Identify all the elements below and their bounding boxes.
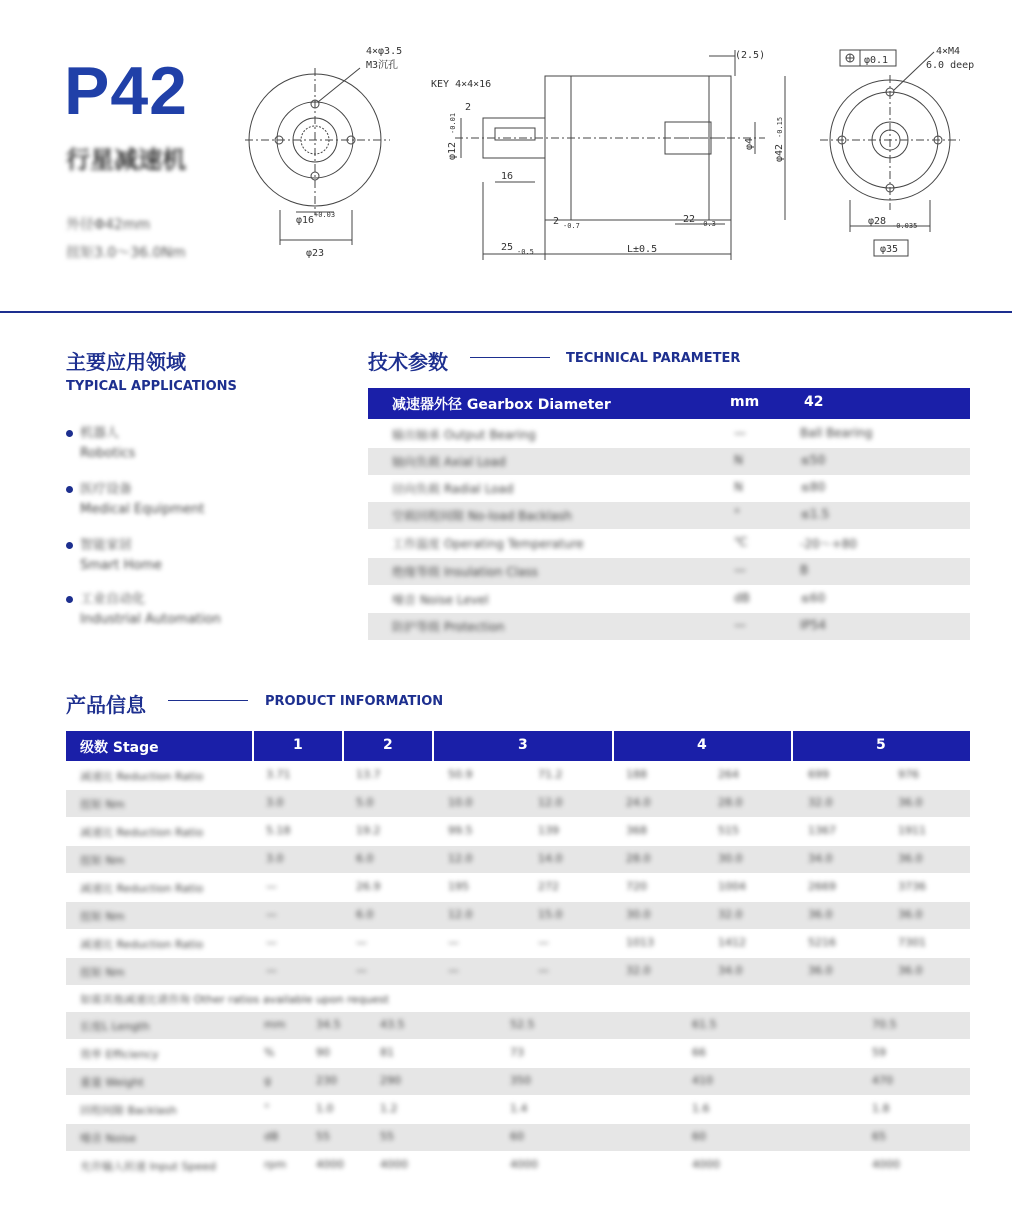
row-cell: 30.0 — [626, 908, 651, 921]
row-cell: 12.0 — [538, 796, 563, 809]
row-label: 扭矩 Nm — [80, 854, 125, 867]
application-en: Industrial Automation — [80, 612, 221, 627]
row-label: 扭矩 Nm — [80, 910, 125, 923]
tech-params-row — [368, 613, 970, 640]
header-rule — [168, 700, 248, 701]
summary-cell: 52.5 — [510, 1018, 535, 1031]
summary-label: 长度L Length — [80, 1020, 150, 1033]
summary-label: 噪音 Noise — [80, 1132, 137, 1145]
summary-cell: 59 — [872, 1046, 886, 1059]
header-stage: 3 — [518, 737, 528, 753]
param-unit: ° — [734, 507, 740, 521]
application-item — [66, 424, 296, 464]
row-cell: — — [266, 936, 277, 949]
row-cell: 36.0 — [808, 908, 833, 921]
row-cell: 15.0 — [538, 908, 563, 921]
product-info-row — [66, 762, 970, 789]
tech-params-title-en: TECHNICAL PARAMETER — [566, 351, 741, 366]
row-cell: 12.0 — [448, 908, 473, 921]
row-cell: 6.0 — [356, 852, 374, 865]
row-cell: 36.0 — [898, 796, 923, 809]
model-subtitle: 行星减速机 — [66, 146, 186, 174]
dim-bore: φ16 — [296, 215, 315, 226]
tech-params-row — [368, 502, 970, 529]
param-value: ≤60 — [800, 591, 826, 605]
applications-title-en: TYPICAL APPLICATIONS — [66, 379, 237, 394]
spec-line-2: 扭矩3.0～36.0Nm — [66, 245, 186, 261]
row-cell: — — [448, 964, 459, 977]
row-cell: — — [266, 880, 277, 893]
summary-cell: 60 — [692, 1130, 706, 1143]
dim-body-tol: -0.15 — [776, 116, 784, 138]
product-info-row — [66, 958, 970, 985]
dim-length: L±0.5 — [627, 244, 658, 255]
summary-row — [66, 1040, 970, 1067]
summary-label: 重量 Weight — [80, 1076, 144, 1089]
summary-row — [66, 1152, 970, 1179]
header-label: 减速器外径 Gearbox Diameter — [392, 397, 611, 413]
param-value: ≤80 — [800, 480, 826, 494]
dim-bore-tol: +0.03 — [314, 211, 336, 219]
row-label: 减速比 Reduction Ratio — [80, 938, 204, 951]
product-info-row — [66, 930, 970, 957]
bullet-icon — [66, 542, 73, 549]
dim-offset: (2.5) — [735, 50, 766, 61]
header-stage: 2 — [383, 737, 393, 753]
summary-cell: 73 — [510, 1046, 524, 1059]
param-label: 输出轴承 Output Bearing — [392, 428, 536, 442]
header-separator — [612, 731, 614, 761]
row-cell: 36.0 — [898, 852, 923, 865]
tech-params-row — [368, 448, 970, 475]
row-cell: 368 — [626, 824, 647, 837]
dim-shaft-tol: -0.01 — [449, 112, 457, 134]
hole-spec-2: M3沉孔 — [366, 60, 399, 71]
application-item — [66, 480, 296, 520]
dim-pcd-right: φ35 — [880, 244, 899, 255]
summary-cell: mm — [264, 1018, 286, 1031]
side-view-drawing — [425, 42, 800, 267]
summary-cell: 81 — [380, 1046, 394, 1059]
summary-cell: 61.5 — [692, 1018, 717, 1031]
header-stage: 5 — [876, 737, 886, 753]
summary-cell: % — [264, 1046, 275, 1059]
row-label: 减速比 Reduction Ratio — [80, 826, 204, 839]
summary-cell: ° — [264, 1102, 270, 1115]
application-cn: 医疗设备 — [80, 482, 133, 497]
product-info-row — [66, 790, 970, 817]
dim-pilot: φ28 — [868, 216, 887, 227]
row-label: 扭矩 Nm — [80, 966, 125, 979]
tech-params-header — [368, 388, 970, 419]
row-cell: — — [538, 964, 549, 977]
tech-params-row — [368, 586, 970, 613]
summary-cell: 350 — [510, 1074, 531, 1087]
header-value: 42 — [804, 394, 824, 410]
header-stage-label: 级数 Stage — [80, 740, 159, 756]
dim-motor-len: 22 — [683, 214, 696, 225]
summary-cell: 4000 — [872, 1158, 900, 1171]
row-cell: 71.2 — [538, 768, 563, 781]
summary-cell: 70.5 — [872, 1018, 897, 1031]
row-cell: 1004 — [718, 880, 746, 893]
summary-cell: 43.5 — [380, 1018, 405, 1031]
summary-cell: 55 — [380, 1130, 394, 1143]
param-label: 轴向负载 Axial Load — [392, 455, 506, 469]
param-label: 空载回程间隙 No-load Backlash — [392, 509, 572, 523]
row-cell: 195 — [448, 880, 469, 893]
product-info-row — [66, 818, 970, 845]
row-cell: 10.0 — [448, 796, 473, 809]
param-label: 噪音 Noise Level — [392, 593, 489, 607]
summary-cell: 1.6 — [692, 1102, 710, 1115]
row-cell: 272 — [538, 880, 559, 893]
dim-shaft-len-tol: -0.5 — [517, 248, 534, 256]
application-item — [66, 590, 296, 630]
header-separator — [342, 731, 344, 761]
row-cell: 699 — [808, 768, 829, 781]
row-cell: 26.9 — [356, 880, 381, 893]
param-value: IP54 — [800, 618, 827, 632]
param-value: ≤50 — [800, 453, 826, 467]
dim-input: φ4 — [744, 137, 755, 150]
spec-line-1: 外径Φ42mm — [66, 217, 151, 233]
dim-key-len: 16 — [501, 171, 514, 182]
row-cell: 3.71 — [266, 768, 291, 781]
row-cell: 1013 — [626, 936, 654, 949]
summary-row — [66, 1012, 970, 1039]
param-label: 绝缘等级 Insulation Class — [392, 565, 538, 579]
summary-cell: 230 — [316, 1074, 337, 1087]
application-cn: 工业自动化 — [80, 592, 146, 607]
row-cell: — — [356, 936, 367, 949]
row-cell: 13.7 — [356, 768, 381, 781]
summary-row — [66, 1068, 970, 1095]
row-cell: 28.0 — [718, 796, 743, 809]
row-cell: 188 — [626, 768, 647, 781]
param-label: 径向负载 Radial Load — [392, 482, 514, 496]
row-cell: 1911 — [898, 824, 926, 837]
summary-cell: 60 — [510, 1130, 524, 1143]
application-en: Robotics — [80, 446, 136, 461]
row-cell: 3.0 — [266, 796, 284, 809]
header-unit: mm — [730, 394, 760, 410]
summary-cell: 1.4 — [510, 1102, 528, 1115]
summary-cell: 4000 — [380, 1158, 408, 1171]
key-spec: KEY 4×4×16 — [431, 79, 492, 90]
row-cell: 6.0 — [356, 908, 374, 921]
row-cell: 1412 — [718, 936, 746, 949]
application-en: Smart Home — [80, 558, 162, 573]
header-stage: 1 — [293, 737, 303, 753]
summary-row — [66, 1124, 970, 1151]
header-rule — [470, 357, 550, 358]
row-cell: — — [266, 908, 277, 921]
bullet-icon — [66, 430, 73, 437]
row-cell: 3.0 — [266, 852, 284, 865]
param-unit: N — [734, 480, 743, 494]
dim-flange: 2 — [553, 216, 560, 227]
summary-cell: 4000 — [316, 1158, 344, 1171]
param-unit: dB — [734, 591, 750, 605]
product-info-row — [66, 874, 970, 901]
row-cell: 2669 — [808, 880, 836, 893]
param-label: 工作温度 Operating Temperature — [392, 537, 584, 551]
row-cell: 5.18 — [266, 824, 291, 837]
param-value: -20～+80 — [800, 537, 857, 551]
bullet-icon — [66, 486, 73, 493]
row-cell: 34.0 — [808, 852, 833, 865]
dim-shaft: φ12 — [447, 141, 458, 160]
summary-cell: 470 — [872, 1074, 893, 1087]
summary-cell: 290 — [380, 1074, 401, 1087]
row-label: 减速比 Reduction Ratio — [80, 770, 204, 783]
applications-title-cn: 主要应用领域 — [66, 350, 186, 374]
summary-cell: 1.2 — [380, 1102, 398, 1115]
summary-cell: 1.8 — [872, 1102, 890, 1115]
product-info-row — [66, 902, 970, 929]
row-cell: 976 — [898, 768, 919, 781]
summary-cell: rpm — [264, 1158, 287, 1171]
summary-cell: 65 — [872, 1130, 886, 1143]
tech-params-title-cn: 技术参数 — [368, 350, 448, 374]
row-cell: 12.0 — [448, 852, 473, 865]
param-unit: — — [734, 426, 746, 440]
dim-shaft-len: 25 — [501, 242, 514, 253]
thread-spec-1: 4×M4 — [936, 46, 961, 57]
application-cn: 智能家居 — [80, 538, 133, 553]
row-cell: 14.0 — [538, 852, 563, 865]
row-cell: 7301 — [898, 936, 926, 949]
param-unit: — — [734, 618, 746, 632]
summary-label: 允许输入转速 Input Speed — [80, 1160, 216, 1173]
application-cn: 机器人 — [80, 426, 120, 441]
header-separator — [791, 731, 793, 761]
param-label: 防护等级 Protection — [392, 620, 505, 634]
dim-pcd-left: φ23 — [306, 248, 325, 259]
param-unit: — — [734, 563, 746, 577]
row-label: 扭矩 Nm — [80, 798, 125, 811]
application-item — [66, 536, 296, 576]
bullet-icon — [66, 596, 73, 603]
row-cell: 3736 — [898, 880, 926, 893]
param-unit: N — [734, 453, 743, 467]
row-cell: 19.2 — [356, 824, 381, 837]
tech-params-row — [368, 558, 970, 585]
thread-spec-2: 6.0 deep — [926, 60, 975, 71]
summary-cell: dB — [264, 1130, 279, 1143]
tech-params-row — [368, 421, 970, 448]
row-cell: — — [448, 936, 459, 949]
rear-view-drawing — [800, 40, 990, 265]
product-info-title-cn: 产品信息 — [66, 693, 146, 717]
header-separator — [432, 731, 434, 761]
summary-cell: 4000 — [510, 1158, 538, 1171]
row-cell: 30.0 — [718, 852, 743, 865]
summary-cell: 34.5 — [316, 1018, 341, 1031]
dim-flange-tol: -0.7 — [563, 222, 580, 230]
application-en: Medical Equipment — [80, 502, 205, 517]
row-cell: — — [356, 964, 367, 977]
row-cell: 515 — [718, 824, 739, 837]
param-value: ≤1.5 — [800, 507, 830, 521]
row-cell: — — [538, 936, 549, 949]
row-cell: 5216 — [808, 936, 836, 949]
dim-pilot-tol: -0.035 — [892, 222, 918, 230]
summary-cell: 410 — [692, 1074, 713, 1087]
summary-cell: 4000 — [692, 1158, 720, 1171]
row-cell: 36.0 — [898, 964, 923, 977]
summary-cell: g — [264, 1074, 271, 1087]
model-title: P42 — [64, 53, 188, 129]
product-info-row — [66, 846, 970, 873]
dim-key-depth: 2 — [465, 102, 472, 113]
summary-label: 效率 Efficiency — [80, 1048, 159, 1061]
row-cell: 24.0 — [626, 796, 651, 809]
summary-row — [66, 1096, 970, 1123]
summary-cell: 1.0 — [316, 1102, 334, 1115]
summary-cell: 90 — [316, 1046, 330, 1059]
row-cell: 34.0 — [718, 964, 743, 977]
section-divider — [0, 311, 1012, 313]
param-unit: ℃ — [734, 535, 748, 549]
row-cell: 32.0 — [808, 796, 833, 809]
product-info-title-en: PRODUCT INFORMATION — [265, 694, 444, 709]
row-cell: 264 — [718, 768, 739, 781]
row-cell: 720 — [626, 880, 647, 893]
row-cell: 36.0 — [898, 908, 923, 921]
dim-motor-len-tol: -0.3 — [699, 220, 716, 228]
row-cell: 36.0 — [808, 964, 833, 977]
hole-spec-1: 4×φ3.5 — [366, 46, 403, 57]
tolerance-box: φ0.1 — [864, 55, 889, 66]
param-value: B — [800, 563, 809, 577]
front-view-drawing — [240, 40, 415, 265]
row-label: 减速比 Reduction Ratio — [80, 882, 204, 895]
product-info-note: 如需其他减速比请咨询 Other ratios available upon request — [80, 993, 389, 1006]
row-cell: 32.0 — [626, 964, 651, 977]
tech-params-row — [368, 475, 970, 502]
row-cell: 50.9 — [448, 768, 473, 781]
product-info-header — [66, 731, 970, 761]
header-stage: 4 — [697, 737, 707, 753]
header-separator — [252, 731, 254, 761]
row-cell: 99.5 — [448, 824, 473, 837]
row-cell: 5.0 — [356, 796, 374, 809]
row-cell: 32.0 — [718, 908, 743, 921]
summary-cell: 55 — [316, 1130, 330, 1143]
row-cell: 28.0 — [626, 852, 651, 865]
row-cell: 139 — [538, 824, 559, 837]
row-cell: — — [266, 964, 277, 977]
summary-label: 回程间隙 Backlash — [80, 1104, 177, 1117]
summary-cell: 66 — [692, 1046, 706, 1059]
dim-body: φ42 — [774, 143, 785, 162]
param-value: Ball Bearing — [800, 426, 873, 440]
row-cell: 1367 — [808, 824, 836, 837]
tech-params-row — [368, 530, 970, 557]
